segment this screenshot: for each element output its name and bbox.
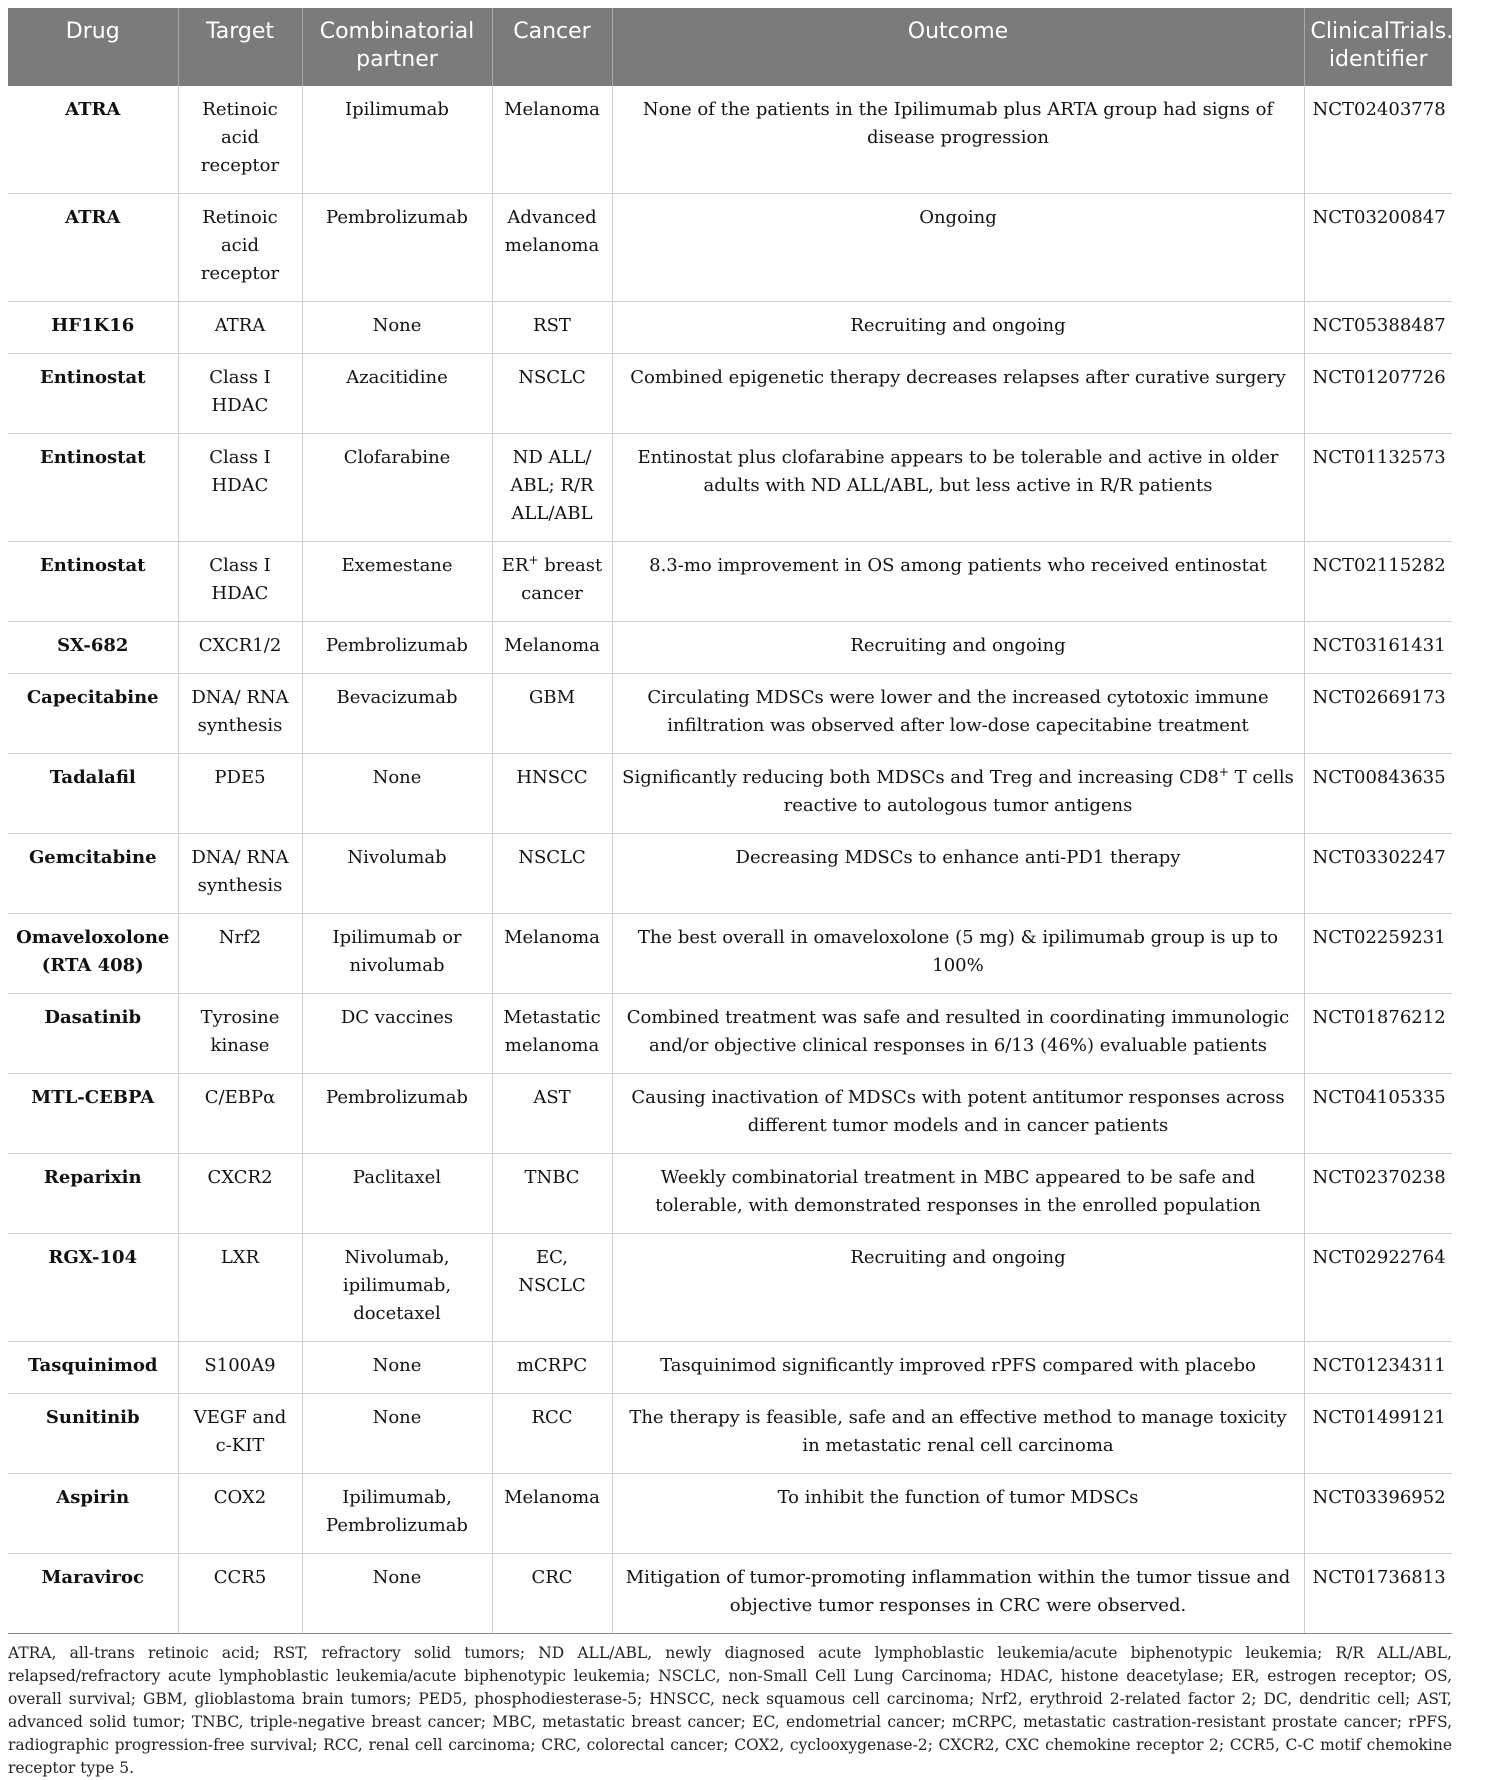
cell-cancer: ND ALL/ ABL; R/R ALL/ABL xyxy=(492,434,612,542)
table-header-row xyxy=(8,8,1452,86)
table-body xyxy=(8,86,1452,1634)
cell-outcome: None of the patients in the Ipilimumab plus ARTA group had signs of disease progression xyxy=(612,86,1304,194)
cell-identifier: NCT01132573 xyxy=(1304,434,1452,542)
cell-target: Class I HDAC xyxy=(178,354,302,434)
cell-target: Retinoic acid receptor xyxy=(178,194,302,302)
cell-partner: None xyxy=(302,1342,492,1394)
cell-target: VEGF and c-KIT xyxy=(178,1394,302,1474)
cell-identifier: NCT02115282 xyxy=(1304,542,1452,622)
cell-drug: Reparixin xyxy=(8,1154,178,1234)
table-row xyxy=(8,834,1452,914)
cell-outcome: Combined treatment was safe and resulted in coordinating immunologic and/or objective clinical responses in 6/13 (46%) evaluable patients xyxy=(612,994,1304,1074)
cell-drug: Maraviroc xyxy=(8,1554,178,1634)
cell-cancer: mCRPC xyxy=(492,1342,612,1394)
cell-outcome: 8.3-mo improvement in OS among patients who received entinostat xyxy=(612,542,1304,622)
cell-partner: Pembrolizumab xyxy=(302,194,492,302)
cell-target: DNA/ RNA synthesis xyxy=(178,834,302,914)
outcome-text-rest: T cells reactive to autologous tumor antigens xyxy=(783,767,1294,816)
table-row xyxy=(8,1074,1452,1154)
cell-partner: Nivolumab xyxy=(302,834,492,914)
cell-drug: Omaveloxolone (RTA 408) xyxy=(8,914,178,994)
cell-identifier: NCT01499121 xyxy=(1304,1394,1452,1474)
cell-target: CXCR1/2 xyxy=(178,622,302,674)
cell-cancer: RST xyxy=(492,302,612,354)
cell-cancer: RCC xyxy=(492,1394,612,1474)
table-row xyxy=(8,674,1452,754)
cell-identifier: NCT05388487 xyxy=(1304,302,1452,354)
cell-partner: Nivolumab, ipilimumab, docetaxel xyxy=(302,1234,492,1342)
table-footnote: ATRA, all-trans retinoic acid; RST, refractory solid tumors; ND ALL/ABL, newly diagnosed acute lymphoblastic leukemia/acute biphenotypic leukemia; R/R ALL/ABL, relapsed/refractory acute lymphoblastic leukemia/acute biphenotypic leukemia; NSCLC, non-Small Cell Lung Carcinoma; HDAC, histone deacetylase; ER, estrogen receptor; OS, overall survival; GBM, glioblastoma brain tumors; PED5, phosphodiesterase-5; HNSCC, neck squamous cell carcinoma; Nrf2, erythroid 2-related factor 2; DC, dendritic cell; AST, advanced solid tumor; TNBC, triple-negative breast cancer; MBC, metastatic breast cancer; EC, endometrial cancer; mCRPC, metastatic castration-resistant prostate cancer; rPFS, radiographic progression-free survival; RCC, renal cell carcinoma; CRC, colorectal cancer; COX2, cyclooxygenase-2; CXCR2, CXC chemokine receptor 2; CCR5, C-C motif chemokine receptor type 5. xyxy=(8,1644,1452,1777)
cell-drug: HF1K16 xyxy=(8,302,178,354)
cell-target: LXR xyxy=(178,1234,302,1342)
cell-partner: Clofarabine xyxy=(302,434,492,542)
cell-partner: Pembrolizumab xyxy=(302,622,492,674)
cell-target: Retinoic acid receptor xyxy=(178,86,302,194)
cell-cancer: AST xyxy=(492,1074,612,1154)
cell-partner: None xyxy=(302,754,492,834)
cell-cancer: Melanoma xyxy=(492,914,612,994)
cell-target: Class I HDAC xyxy=(178,542,302,622)
clinical-trials-table xyxy=(8,8,1494,1634)
cell-drug: ATRA xyxy=(8,86,178,194)
cell-outcome xyxy=(612,754,1304,834)
table-row xyxy=(8,354,1452,434)
cell-partner: Paclitaxel xyxy=(302,1154,492,1234)
cell-drug: Dasatinib xyxy=(8,994,178,1074)
table-row xyxy=(8,86,1452,194)
cell-cancer: NSCLC xyxy=(492,354,612,434)
cell-identifier: NCT01876212 xyxy=(1304,994,1452,1074)
cell-target: Tyrosine kinase xyxy=(178,994,302,1074)
cell-target: DNA/ RNA synthesis xyxy=(178,674,302,754)
cell-identifier: NCT02259231 xyxy=(1304,914,1452,994)
cell-drug: Entinostat xyxy=(8,434,178,542)
table-row xyxy=(8,1234,1452,1342)
cell-outcome: Recruiting and ongoing xyxy=(612,1234,1304,1342)
table-row xyxy=(8,1342,1452,1394)
cell-partner: Azacitidine xyxy=(302,354,492,434)
cancer-text: ER xyxy=(501,555,529,576)
table-row xyxy=(8,1394,1452,1474)
cell-cancer: Advanced melanoma xyxy=(492,194,612,302)
cell-cancer: GBM xyxy=(492,674,612,754)
table-row xyxy=(8,622,1452,674)
cell-outcome: Circulating MDSCs were lower and the increased cytotoxic immune infiltration was observed after low-dose capecitabine treatment xyxy=(612,674,1304,754)
cell-target: S100A9 xyxy=(178,1342,302,1394)
cell-partner: Bevacizumab xyxy=(302,674,492,754)
cancer-text-rest: breast cancer xyxy=(521,555,603,604)
header-outcome: Outcome xyxy=(612,8,1304,86)
table-row xyxy=(8,914,1452,994)
cell-cancer: CRC xyxy=(492,1554,612,1634)
header-identifier: ClinicalTrials.gov identifier xyxy=(1304,8,1452,86)
cell-partner: DC vaccines xyxy=(302,994,492,1074)
header-target: Target xyxy=(178,8,302,86)
cell-drug: Tadalafil xyxy=(8,754,178,834)
cell-cancer: TNBC xyxy=(492,1154,612,1234)
cell-identifier: NCT04105335 xyxy=(1304,1074,1452,1154)
cell-target: Class I HDAC xyxy=(178,434,302,542)
cell-outcome: Causing inactivation of MDSCs with potent antitumor responses across different tumor models and in cancer patients xyxy=(612,1074,1304,1154)
superscript-plus: + xyxy=(528,553,539,567)
cell-drug: Entinostat xyxy=(8,354,178,434)
header-drug: Drug xyxy=(8,8,178,86)
cell-outcome: Ongoing xyxy=(612,194,1304,302)
cell-drug: Gemcitabine xyxy=(8,834,178,914)
cell-partner: None xyxy=(302,1554,492,1634)
cell-outcome: Tasquinimod significantly improved rPFS compared with placebo xyxy=(612,1342,1304,1394)
cell-cancer: Melanoma xyxy=(492,86,612,194)
cell-drug: Capecitabine xyxy=(8,674,178,754)
cell-cancer: Melanoma xyxy=(492,1474,612,1554)
cell-target: ATRA xyxy=(178,302,302,354)
table-row xyxy=(8,1154,1452,1234)
cell-outcome: Mitigation of tumor-promoting inflammation within the tumor tissue and objective tumor responses in CRC were observed. xyxy=(612,1554,1304,1634)
cell-partner: Ipilimumab, Pembrolizumab xyxy=(302,1474,492,1554)
table-row xyxy=(8,194,1452,302)
cell-partner: Exemestane xyxy=(302,542,492,622)
cell-target: COX2 xyxy=(178,1474,302,1554)
cell-target: Nrf2 xyxy=(178,914,302,994)
table-row xyxy=(8,434,1452,542)
table-row xyxy=(8,1554,1452,1634)
cell-cancer: HNSCC xyxy=(492,754,612,834)
cell-identifier: NCT01736813 xyxy=(1304,1554,1452,1634)
cell-partner: None xyxy=(302,1394,492,1474)
table-row xyxy=(8,1474,1452,1554)
cell-drug: Tasquinimod xyxy=(8,1342,178,1394)
cell-outcome: Combined epigenetic therapy decreases relapses after curative surgery xyxy=(612,354,1304,434)
cell-drug: SX-682 xyxy=(8,622,178,674)
table-row xyxy=(8,302,1452,354)
cell-outcome: The best overall in omaveloxolone (5 mg) & ipilimumab group is up to 100% xyxy=(612,914,1304,994)
cell-outcome: Recruiting and ongoing xyxy=(612,302,1304,354)
cell-identifier: NCT03302247 xyxy=(1304,834,1452,914)
cell-drug: MTL-CEBPA xyxy=(8,1074,178,1154)
cell-drug: Entinostat xyxy=(8,542,178,622)
cell-identifier: NCT00843635 xyxy=(1304,754,1452,834)
cell-identifier: NCT01207726 xyxy=(1304,354,1452,434)
cell-identifier: NCT03161431 xyxy=(1304,622,1452,674)
cell-cancer: Metastatic melanoma xyxy=(492,994,612,1074)
cell-identifier: NCT02669173 xyxy=(1304,674,1452,754)
cell-outcome: Weekly combinatorial treatment in MBC appeared to be safe and tolerable, with demonstrated responses in the enrolled population xyxy=(612,1154,1304,1234)
cell-outcome: Recruiting and ongoing xyxy=(612,622,1304,674)
table-container xyxy=(8,8,1494,1780)
cell-partner: Pembrolizumab xyxy=(302,1074,492,1154)
cell-target: PDE5 xyxy=(178,754,302,834)
cell-identifier: NCT02370238 xyxy=(1304,1154,1452,1234)
table-row xyxy=(8,542,1452,622)
cell-identifier: NCT03396952 xyxy=(1304,1474,1452,1554)
superscript-plus: + xyxy=(1218,765,1229,779)
cell-cancer: NSCLC xyxy=(492,834,612,914)
header-cancer: Cancer xyxy=(492,8,612,86)
header-partner: Combinatorial partner xyxy=(302,8,492,86)
table-row xyxy=(8,994,1452,1074)
outcome-text: Significantly reducing both MDSCs and Treg and increasing CD8 xyxy=(622,767,1219,788)
cell-target: CXCR2 xyxy=(178,1154,302,1234)
cell-identifier: NCT02403778 xyxy=(1304,86,1452,194)
cell-outcome: Entinostat plus clofarabine appears to be tolerable and active in older adults with ND ALL/ABL, but less active in R/R patients xyxy=(612,434,1304,542)
cell-partner: Ipilimumab or nivolumab xyxy=(302,914,492,994)
cell-cancer xyxy=(492,542,612,622)
cell-target: C/EBPα xyxy=(178,1074,302,1154)
cell-drug: RGX-104 xyxy=(8,1234,178,1342)
cell-outcome: To inhibit the function of tumor MDSCs xyxy=(612,1474,1304,1554)
cell-cancer: EC, NSCLC xyxy=(492,1234,612,1342)
cell-outcome: Decreasing MDSCs to enhance anti-PD1 therapy xyxy=(612,834,1304,914)
table-row xyxy=(8,754,1452,834)
cell-partner: None xyxy=(302,302,492,354)
cell-target: CCR5 xyxy=(178,1554,302,1634)
cell-partner: Ipilimumab xyxy=(302,86,492,194)
cell-drug: ATRA xyxy=(8,194,178,302)
cell-drug: Sunitinib xyxy=(8,1394,178,1474)
cell-drug: Aspirin xyxy=(8,1474,178,1554)
cell-identifier: NCT02922764 xyxy=(1304,1234,1452,1342)
cell-identifier: NCT03200847 xyxy=(1304,194,1452,302)
cell-identifier: NCT01234311 xyxy=(1304,1342,1452,1394)
cell-cancer: Melanoma xyxy=(492,622,612,674)
cell-outcome: The therapy is feasible, safe and an effective method to manage toxicity in metastatic renal cell carcinoma xyxy=(612,1394,1304,1474)
